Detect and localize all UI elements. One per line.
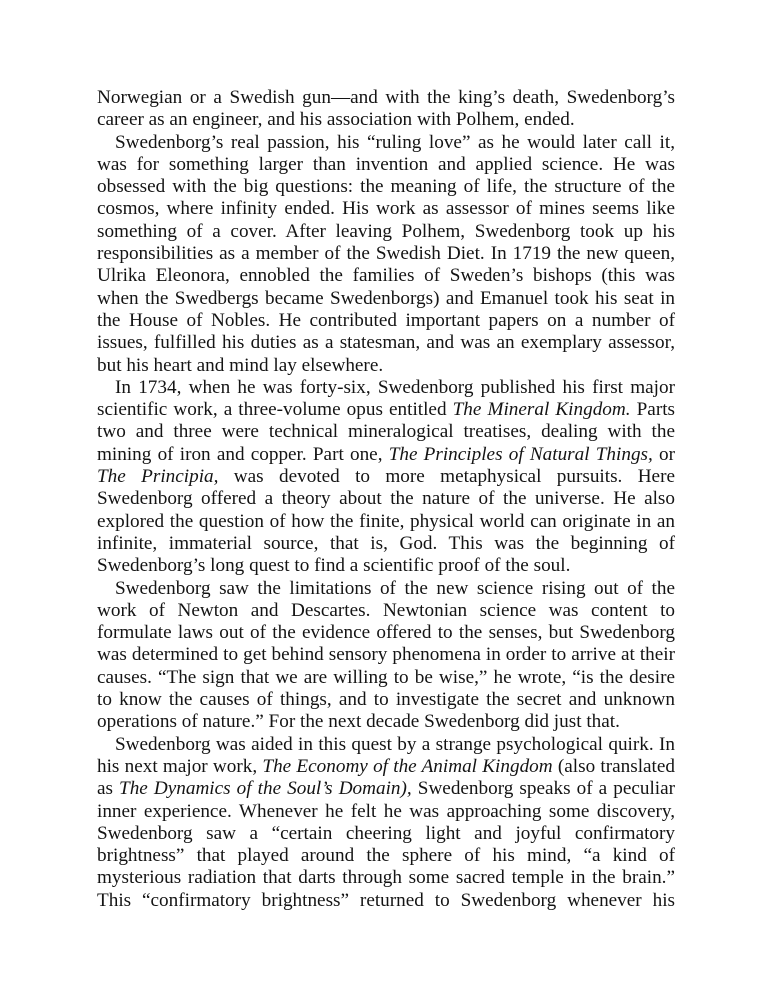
paragraph-1-text: Norwegian or a Swedish gun—and with the king’s death, Swedenborg’s career as an engineer, and his association with Polhem, ended.: [97, 87, 675, 131]
book-title-principles: The Principles of Natural Things,: [388, 443, 653, 465]
paragraph-1: [97, 87, 675, 132]
book-title-mineral-kingdom: The Mineral Kingdom.: [452, 399, 631, 421]
book-title-principia: The Principia,: [97, 466, 219, 488]
paragraph-2: [97, 132, 675, 377]
paragraph-4-text: Swedenborg saw the limitations of the new science rising out of the work of Newton and Descartes. Newtonian science was content to formulate laws out of the evidence offered to the senses, but Swedenborg was determined to get behind sensory phenomena in order to arrive at their causes. “The sign that we are willing to be wise,” he wrote, “is the desire to know the causes of things, and to investigate the secret and unknown operations of nature.” For the next decade Swedenborg did just that.: [97, 577, 675, 733]
paragraph-5-text: Swedenborg was aided in this quest by a strange psychological quirk. In his next major work,: [97, 733, 675, 777]
page-body-text: [97, 87, 675, 912]
paragraph-5: [97, 734, 675, 912]
paragraph-5-text: Swedenborg speaks of a peculiar inner experience. Whenever he felt he was approaching some discovery, Swedenborg saw a “certain cheering light and joyful confirmatory brightness” that played around the sphere of his mind, “a kind of mysterious radiation that darts through some sacred temple in the brain.” This “confirmatory brightness” returned to Swedenborg whenever his: [97, 778, 676, 911]
paragraph-3-text: Parts two and three were technical mineralogical treatises, dealing with the mining of iron and copper. Part one,: [97, 399, 675, 465]
paragraph-3-text: was devoted to more metaphysical pursuits. Here Swedenborg offered a theory about the nature of the universe. He also explored the question of how the finite, physical world can originate in an infinite, immaterial source, that is, God. This was the beginning of Swedenborg’s long quest to find a scientific proof of the soul.: [97, 466, 675, 577]
paragraph-3: [97, 377, 675, 578]
paragraph-4: [97, 578, 675, 734]
book-title-economy-animal-kingdom: The Economy of the Animal Kingdom: [262, 755, 553, 777]
paragraph-3-text: In 1734, when he was forty-six, Swedenborg published his first major scientific work, a three-volume opus entitled: [97, 376, 675, 421]
paragraph-2-text: Swedenborg’s real passion, his “ruling love” as he would later call it, was for something larger than invention and applied science. He was obsessed with the big questions: the meaning of life, the structure of the cosmos, where infinity ended. His work as assessor of mines seems like something of a cover. After leaving Polhem, Swedenborg took up his responsibilities as a member of the Swedish Diet. In 1719 the new queen, Ulrika Eleonora, ennobled the families of Sweden’s bishops (this was when the Swedbergs became Swedenborgs) and Emanuel took his seat in the House of Nobles. He contributed important papers on a number of issues, fulfilled his duties as a statesman, and was an exemplary assessor, but his heart and mind lay elsewhere.: [97, 131, 675, 376]
paragraph-3-text: or: [652, 443, 675, 465]
book-title-dynamics-souls-domain: The Dynamics of the Soul’s Domain),: [119, 778, 412, 800]
paragraph-5-text: (also translated as: [97, 755, 675, 800]
